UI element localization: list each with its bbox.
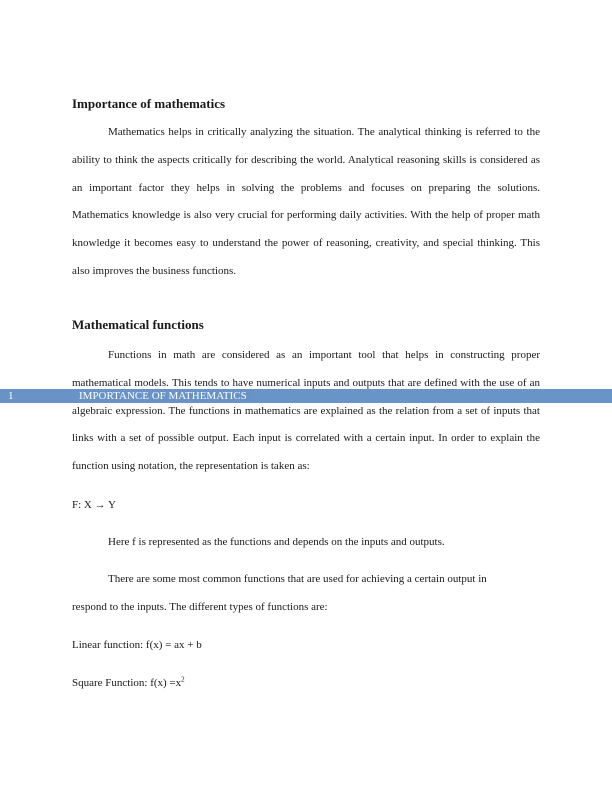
running-header [0,389,612,403]
function-types-intro-line2: respond to the inputs. The different types of functions are: [72,601,328,613]
page-number: 1 [8,390,14,402]
function-types-intro-line1: There are some most common functions that are used for achieving a certain output in [108,573,487,585]
square-function-text: Square Function: f(x) =x [72,677,182,689]
function-notation: F: X → Y [72,499,116,511]
square-function-exponent: 2 [181,675,185,684]
square-function [72,677,185,689]
running-header-title: IMPORTANCE OF MATHEMATICS [79,390,247,402]
notation-explanation: Here f is represented as the functions and depends on the inputs and outputs. [108,536,445,548]
paragraph-importance: Mathematics helps in critically analyzing the situation. The analytical thinking is referred to the ability to think the aspects critically for describing the world. Analytical reasoning skills is considered as an important factor they helps in solving the problems and focuses on preparing the solutions. Mathematics knowledge is also very crucial for performing daily activities. With the help of proper math knowledge it becomes easy to understand the power of reasoning, creativity, and special thinking. This also improves the business functions. [72,126,540,277]
linear-function: Linear function: f(x) = ax + b [72,639,202,651]
paragraph-functions: Functions in math are considered as an important tool that helps in constructing proper mathematical models. This tends to have numerical inputs and outputs that are defined with the use of an algebraic expression. The functions in mathematics are explained as the relation from a set of inputs that links with a set of possible output. Each input is correlated with a certain input. In order to explain the function using notation, the representation is taken as: [72,349,540,473]
section-heading-functions: Mathematical functions [72,317,204,332]
section-heading-importance: Importance of mathematics [72,96,226,111]
